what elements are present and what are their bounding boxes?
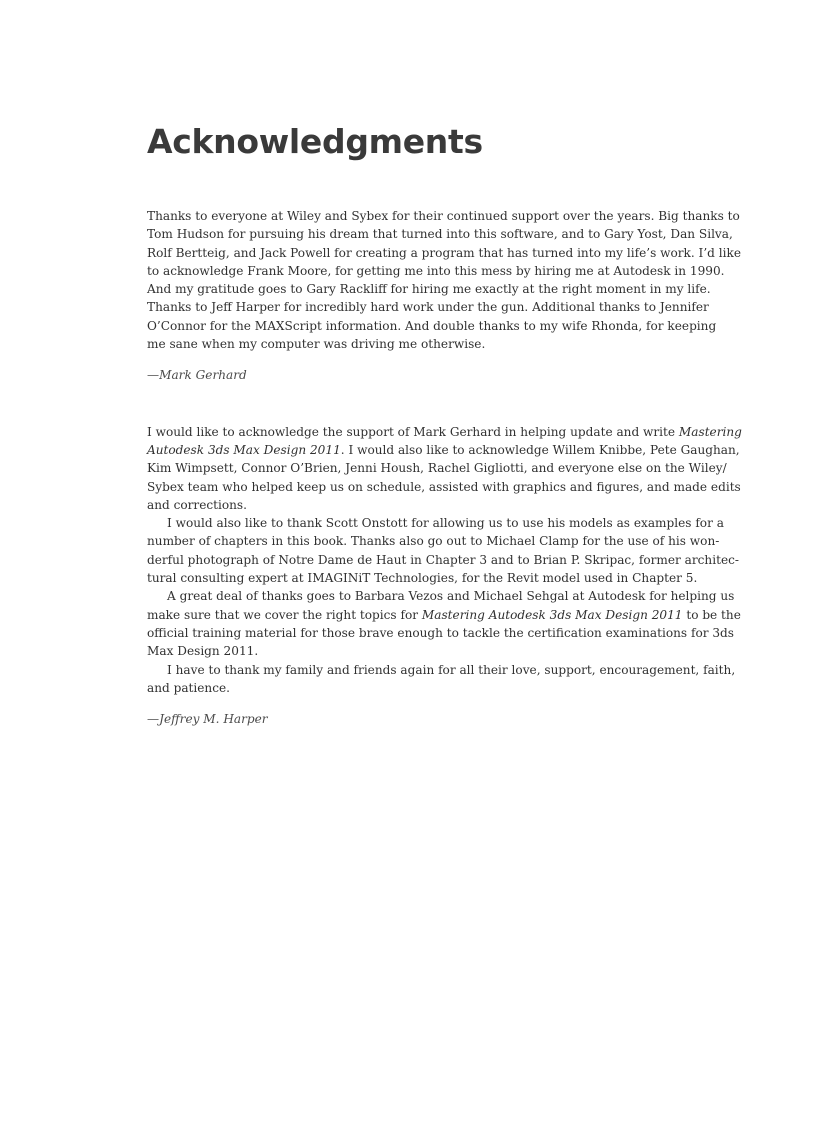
paragraph-harper-2: [147, 514, 745, 587]
text-line: [147, 423, 745, 441]
book-title: Mastering Autodesk 3ds Max Design 2011: [421, 607, 683, 622]
text-line: [147, 606, 745, 624]
text-line: Tom Hudson for pursuing his dream that turned into this software, and to Gary Yost, Dan Silva,: [147, 227, 733, 242]
text-fragment: make sure that we cover the right topics for: [147, 607, 422, 622]
text-line: O’Connor for the MAXScript information. And double thanks to my wife Rhonda, for keeping: [147, 318, 717, 333]
text-line: Thanks to Jeff Harper for incredibly hard work under the gun. Additional thanks to Jennifer: [147, 300, 709, 315]
paragraph-gerhard: [147, 207, 745, 353]
text-line: Max Design 2011.: [147, 644, 259, 659]
text-line: and patience.: [147, 680, 230, 695]
page-title: Acknowledgments: [147, 122, 483, 161]
text-line: Sybex team who helped keep us on schedule, assisted with graphics and figures, and made edits: [147, 479, 741, 494]
text-fragment: I would like to acknowledge the support of Mark Gerhard in helping update and write: [147, 424, 679, 439]
text-line: Thanks to everyone at Wiley and Sybex for their continued support over the years. Big thanks to: [147, 209, 740, 223]
text-line: [147, 441, 745, 459]
text-line: and corrections.: [147, 497, 247, 512]
text-line: I would also like to thank Scott Onstott for allowing us to use his models as examples for a: [167, 516, 724, 531]
text-line: Rolf Bertteig, and Jack Powell for creating a program that has turned into my life’s work. I’d like: [147, 245, 741, 260]
text-line: me sane when my computer was driving me otherwise.: [147, 337, 486, 352]
text-line: I have to thank my family and friends again for all their love, support, encouragement, faith,: [167, 662, 736, 677]
paragraph-harper-3: [147, 587, 745, 660]
book-title: Autodesk 3ds Max Design 2011: [147, 442, 341, 457]
text-line: tural consulting expert at IMAGINiT Technologies, for the Revit model used in Chapter 5.: [147, 571, 698, 586]
paragraph-harper-1: [147, 423, 745, 514]
text-line: A great deal of thanks goes to Barbara Vezos and Michael Sehgal at Autodesk for helping us: [167, 589, 735, 604]
signature-mark-gerhard: —Mark Gerhard: [147, 368, 247, 383]
body-text: [147, 207, 745, 728]
text-line: Kim Wimpsett, Connor O’Brien, Jenni Housh, Rachel Gigliotti, and everyone else on the Wiley/: [147, 461, 727, 476]
signature-jeffrey-harper: —Jeffrey M. Harper: [147, 712, 268, 727]
paragraph-harper-4: [147, 661, 745, 698]
text-line: official training material for those brave enough to tackle the certification examinations for 3ds: [147, 625, 735, 640]
text-line: to acknowledge Frank Moore, for getting me into this mess by hiring me at Autodesk in 1990.: [147, 263, 725, 278]
text-fragment: . I would also like to acknowledge Willem Knibbe, Pete Gaughan,: [340, 442, 740, 457]
book-title: Mastering: [678, 424, 742, 439]
text-line: number of chapters in this book. Thanks also go out to Michael Clamp for the use of his won-: [147, 534, 720, 549]
text-line: And my gratitude goes to Gary Rackliff for hiring me exactly at the right moment in my life.: [147, 282, 711, 297]
text-fragment: to be the: [682, 607, 741, 622]
text-line: derful photograph of Notre Dame de Haut in Chapter 3 and to Brian P. Skripac, former architec-: [147, 552, 739, 567]
